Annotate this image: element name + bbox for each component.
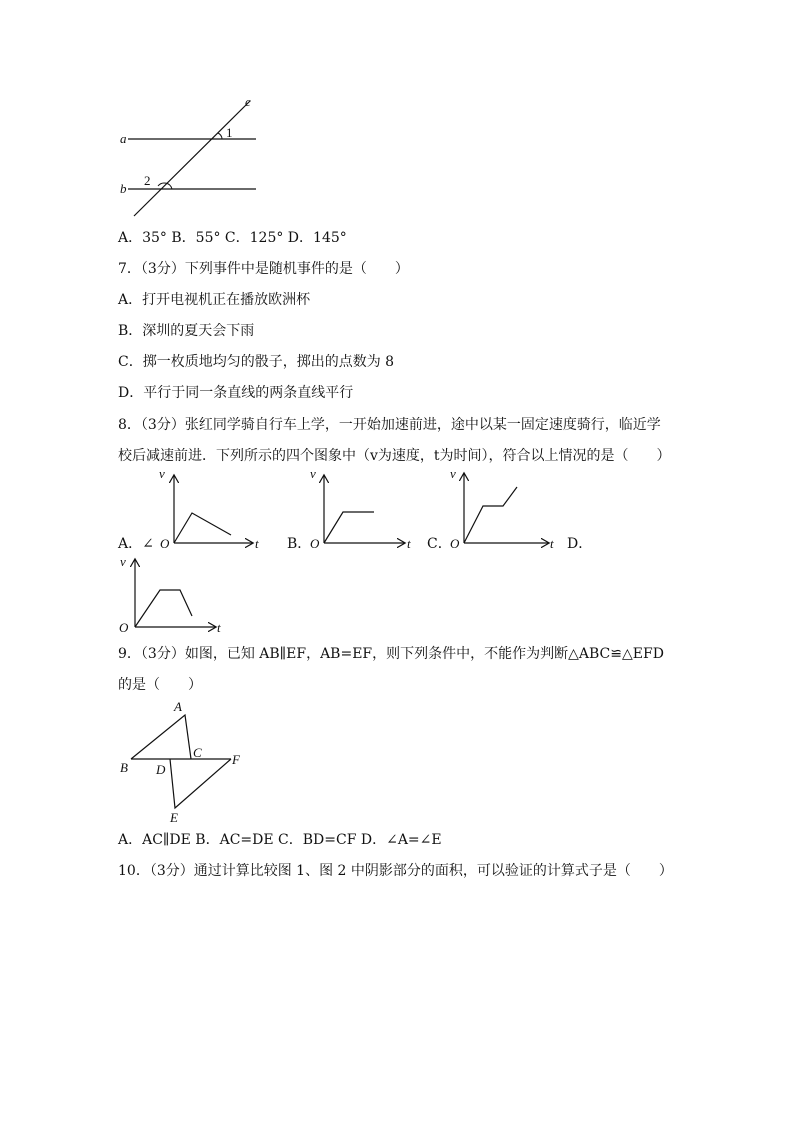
q6-options: A．35° B．55° C．125° D．145° xyxy=(118,230,347,246)
origin-label: O xyxy=(450,536,460,551)
t-label: t xyxy=(550,536,554,551)
t-label: t xyxy=(217,620,221,635)
q9-stem-line2: 的是（ ） xyxy=(118,677,202,693)
q8-graph-b xyxy=(305,466,417,552)
q8-graph-a xyxy=(155,466,265,552)
label-D: D xyxy=(156,762,166,777)
label-E: E xyxy=(170,810,178,825)
q10-stem: 10．（3分）通过计算比较图 1、图 2 中阴影部分的面积，可以验证的计算式子是（ ） xyxy=(118,863,673,879)
label-A: A xyxy=(174,699,182,714)
q7-option-d: D．平行于同一条直线的两条直线平行 xyxy=(118,385,354,401)
v-label: v xyxy=(159,466,165,481)
q8-stem-line1: 8．（3分）张红同学骑自行车上学，一开始加速前进，途中以某一固定速度骑行，临近学 xyxy=(118,417,661,433)
label-b: b xyxy=(120,181,127,196)
label-B: B xyxy=(120,760,128,775)
label-angle-1: 1 xyxy=(226,125,233,140)
speed-curve xyxy=(464,487,517,543)
q8-option-a-letter: A． xyxy=(118,536,143,552)
label-c: c xyxy=(245,94,251,109)
line-c xyxy=(134,101,250,216)
q6-parallel-lines-figure xyxy=(110,92,270,224)
q8-stem-line2: 校后减速前进．下列所示的四个图象中（v为速度，t为时间），符合以上情况的是（ ） xyxy=(118,448,671,464)
q9-triangles-figure xyxy=(112,696,252,828)
speed-curve xyxy=(174,513,231,543)
q8-option-a-angle: ∠ xyxy=(142,536,154,552)
v-label: v xyxy=(120,554,126,569)
q9-options: A．AC∥DE B．AC=DE C．BD=CF D．∠A=∠E xyxy=(118,832,442,848)
label-C: C xyxy=(193,745,202,760)
triangle-efd xyxy=(170,759,231,808)
t-label: t xyxy=(407,536,411,551)
q7-option-a: A．打开电视机正在播放欧洲杯 xyxy=(118,292,311,308)
label-F: F xyxy=(232,752,240,767)
speed-curve xyxy=(135,590,192,627)
v-label: v xyxy=(310,466,316,481)
q7-stem: 7．（3分）下列事件中是随机事件的是（ ） xyxy=(118,261,409,277)
label-angle-2: 2 xyxy=(144,173,151,188)
speed-curve xyxy=(324,512,374,543)
q7-option-b: B．深圳的夏天会下雨 xyxy=(118,323,255,339)
t-label: t xyxy=(255,536,259,551)
q8-option-b-label: B． xyxy=(287,536,312,552)
q8-option-d-label: D． xyxy=(567,536,593,552)
angle-1-arc xyxy=(218,133,222,139)
origin-label: O xyxy=(160,536,170,551)
origin-label: O xyxy=(119,620,129,635)
q8-option-a-label xyxy=(118,534,154,554)
q9-stem-line1: 9．（3分）如图，已知 AB∥EF，AB=EF，则下列条件中，不能作为判断△ABC≌△EFD xyxy=(118,646,664,662)
q7-option-c: C．掷一枚质地均匀的骰子，掷出的点数为 8 xyxy=(118,354,395,370)
label-a: a xyxy=(120,131,127,146)
q8-graph-c xyxy=(445,466,561,552)
q8-graph-d xyxy=(116,552,232,636)
v-label: v xyxy=(450,466,456,481)
origin-label: O xyxy=(310,536,320,551)
q8-option-c-label: C． xyxy=(427,536,452,552)
triangle-abc xyxy=(131,715,191,759)
